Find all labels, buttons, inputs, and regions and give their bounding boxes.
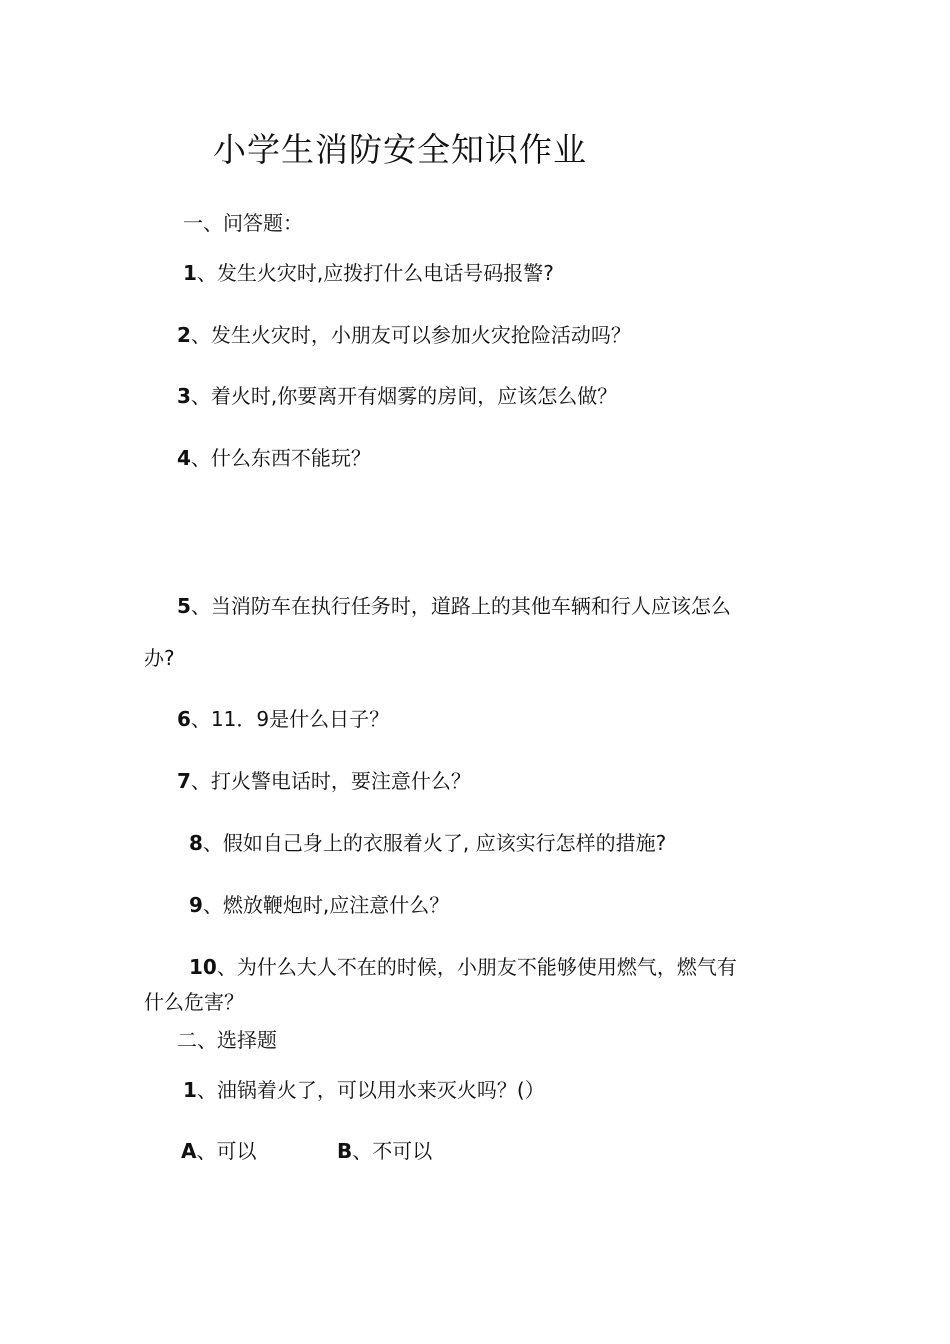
question-number: 3 [177, 384, 191, 408]
document-title: 小学生消防安全知识作业 [213, 130, 587, 169]
question-text: 、11．9是什么日子？ [190, 707, 390, 731]
question-10 [189, 952, 737, 982]
question-number: 10 [189, 955, 217, 979]
question-number: 8 [189, 831, 203, 855]
question-text: 、当消防车在执行任务时，道路上的其他车辆和行人应该怎么 [190, 594, 731, 618]
question-text: 、假如自己身上的衣服着火了, 应该实行怎样的措施? [202, 831, 667, 855]
question-text: 、打火警电话时，要注意什么？ [190, 769, 471, 793]
question-9 [189, 890, 449, 920]
question-text: 、发生火灾时，小朋友可以参加火灾抢险活动吗？ [190, 323, 631, 347]
question-text: 、着火时,你要离开有烟雾的房间，应该怎么做？ [190, 384, 618, 408]
question-6 [177, 704, 389, 734]
question-5 [177, 591, 731, 621]
option-letter: B [337, 1139, 353, 1163]
question-text: 、燃放鞭炮时,应注意什么？ [202, 893, 450, 917]
question-5-continuation: 办? [144, 646, 175, 670]
question-10-continuation: 什么危害？ [144, 990, 244, 1014]
option-text: 、可以 [196, 1139, 257, 1163]
section-heading-choice: 二、选择题 [177, 1028, 277, 1052]
question-number: 7 [177, 769, 191, 793]
question-7 [177, 766, 471, 796]
question-number: 9 [189, 893, 203, 917]
question-number: 5 [177, 594, 191, 618]
choice-question-1 [183, 1075, 545, 1105]
question-text: 、为什么大人不在的时候，小朋友不能够使用燃气，燃气有 [216, 955, 737, 979]
question-1 [183, 258, 554, 288]
question-number: 6 [177, 707, 191, 731]
option-a [181, 1136, 256, 1166]
question-number: 2 [177, 323, 191, 347]
section-heading-qa: 一、问答题： [183, 211, 303, 235]
option-text: 、不可以 [352, 1139, 433, 1163]
question-4 [177, 443, 371, 473]
question-number: 1 [183, 261, 197, 285]
question-number: 1 [183, 1078, 197, 1102]
question-3 [177, 381, 617, 411]
option-letter: A [181, 1139, 197, 1163]
question-text: 、什么东西不能玩？ [190, 446, 371, 470]
question-text: 、油锅着火了，可以用水来灭火吗？(） [196, 1078, 545, 1102]
question-number: 4 [177, 446, 191, 470]
option-b [337, 1136, 432, 1166]
question-text: 、发生火灾时,应拨打什么电话号码报警? [196, 261, 554, 285]
question-8 [189, 828, 666, 858]
question-2 [177, 320, 631, 350]
